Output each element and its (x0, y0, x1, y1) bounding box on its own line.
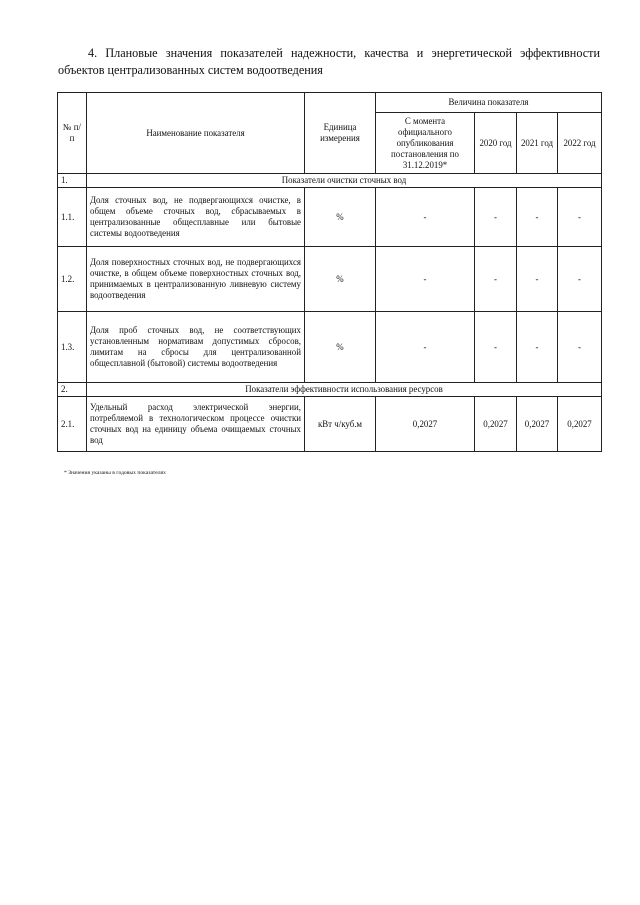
header-num: № п/п (58, 93, 87, 174)
value-2020: - (475, 188, 517, 247)
value-since: - (376, 247, 475, 312)
indicator-name: Доля сточных вод, не подвергающихся очистке, в общем объеме сточных вод, сбрасываемых в централизованные общесплавные или бытовые системы водоотведения (87, 188, 305, 247)
indicators-table (57, 92, 602, 452)
indicator-name: Доля проб сточных вод, не соответствующих установленным нормативам допустимых сбросов, лимитам на сбросы для централизованной общесплавной (бытовой) системы водоотведения (87, 312, 305, 383)
header-since: С момента официального опубликования постановления по 31.12.2019* (376, 113, 475, 174)
table-row (58, 397, 602, 452)
row-number: 1.1. (58, 188, 87, 247)
value-2021: - (517, 312, 558, 383)
section-row-1 (58, 174, 602, 188)
value-2022: - (558, 247, 602, 312)
indicator-unit: % (305, 312, 376, 383)
indicator-unit: % (305, 188, 376, 247)
value-2022: - (558, 188, 602, 247)
table-row (58, 188, 602, 247)
indicator-name: Доля поверхностных сточных вод, не подвергающихся очистке, в общем объеме поверхностных сточных вод, принимаемых в централизованную ливневую систему водоотведения (87, 247, 305, 312)
row-number: 2.1. (58, 397, 87, 452)
value-2021: 0,2027 (517, 397, 558, 452)
header-name: Наименование показателя (87, 93, 305, 174)
header-2021: 2021 год (517, 113, 558, 174)
value-2022: - (558, 312, 602, 383)
section-number: 1. (58, 174, 87, 188)
value-2021: - (517, 188, 558, 247)
value-2021: - (517, 247, 558, 312)
footnote: * Значения указаны в годовых показателях (64, 470, 166, 476)
header-row-1 (58, 93, 602, 113)
value-2022: 0,2027 (558, 397, 602, 452)
header-value-group: Величина показателя (376, 93, 602, 113)
row-number: 1.3. (58, 312, 87, 383)
value-since: - (376, 312, 475, 383)
section-row-2 (58, 383, 602, 397)
section-heading: 4. Плановые значения показателей надежности, качества и энергетической эффективности объектов централизованных систем водоотведения (58, 46, 600, 77)
table-row (58, 247, 602, 312)
section-title: Показатели очистки сточных вод (87, 174, 602, 188)
header-2020: 2020 год (475, 113, 517, 174)
indicator-unit: % (305, 247, 376, 312)
header-unit: Единица измерения (305, 93, 376, 174)
table-row (58, 312, 602, 383)
indicator-name: Удельный расход электрической энергии, потребляемой в технологическом процессе очистки сточных вод на единицу объема очищаемых сточных вод (87, 397, 305, 452)
value-2020: 0,2027 (475, 397, 517, 452)
value-2020: - (475, 312, 517, 383)
indicator-unit: кВт ч/куб.м (305, 397, 376, 452)
value-2020: - (475, 247, 517, 312)
header-2022: 2022 год (558, 113, 602, 174)
section-number: 2. (58, 383, 87, 397)
value-since: 0,2027 (376, 397, 475, 452)
section-title: Показатели эффективности использования ресурсов (87, 383, 602, 397)
row-number: 1.2. (58, 247, 87, 312)
value-since: - (376, 188, 475, 247)
